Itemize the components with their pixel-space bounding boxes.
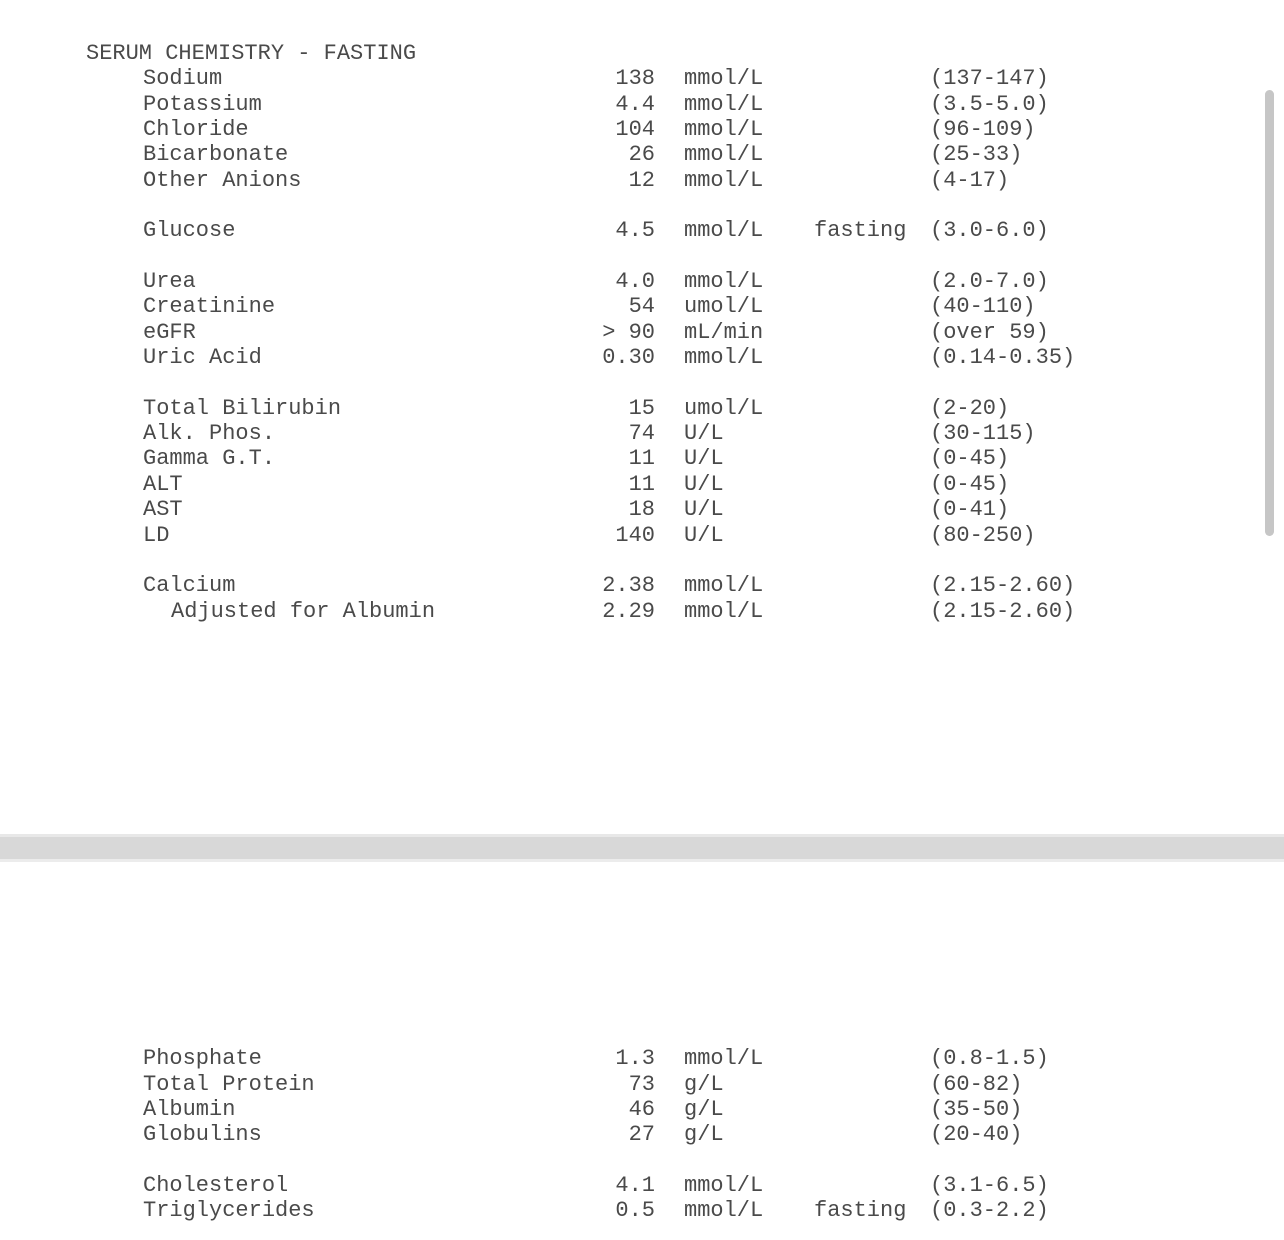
test-unit: U/L [684, 472, 724, 497]
test-value: 73 [628, 1072, 655, 1097]
test-unit: mmol/L [684, 117, 764, 142]
test-value: 104 [615, 117, 655, 142]
test-name: Potassium [143, 92, 262, 117]
reference-range: (2-20) [930, 396, 1010, 421]
test-name: Urea [143, 269, 196, 294]
result-row [0, 218, 1284, 243]
result-row [0, 320, 1284, 345]
result-row [0, 497, 1284, 522]
test-name: Adjusted for Albumin [171, 599, 436, 624]
test-value: 18 [628, 497, 655, 522]
result-row [0, 421, 1284, 446]
test-value: 4.1 [615, 1173, 655, 1198]
test-unit: mmol/L [684, 1173, 764, 1198]
test-value: 140 [615, 523, 655, 548]
test-value: 2.29 [602, 599, 655, 624]
result-row [0, 523, 1284, 548]
test-unit: g/L [684, 1072, 724, 1097]
reference-range: (2.15-2.60) [930, 599, 1076, 624]
reference-range: (35-50) [930, 1097, 1023, 1122]
reference-range: (0.14-0.35) [930, 345, 1076, 370]
test-name: Phosphate [143, 1046, 262, 1071]
test-unit: g/L [684, 1097, 724, 1122]
reference-range: (2.15-2.60) [930, 573, 1076, 598]
test-name: Cholesterol [143, 1173, 289, 1198]
result-row [0, 573, 1284, 598]
reference-range: (3.1-6.5) [930, 1173, 1049, 1198]
test-note: fasting [814, 218, 907, 243]
test-value: 4.4 [615, 92, 655, 117]
test-unit: mmol/L [684, 218, 764, 243]
test-name: Glucose [143, 218, 236, 243]
test-value: 11 [628, 472, 655, 497]
reference-range: (2.0-7.0) [930, 269, 1049, 294]
test-value: 11 [628, 446, 655, 471]
result-row [0, 269, 1284, 294]
test-unit: mL/min [684, 320, 764, 345]
result-row [0, 446, 1284, 471]
test-name: AST [143, 497, 183, 522]
test-unit: umol/L [684, 294, 764, 319]
test-unit: mmol/L [684, 66, 764, 91]
result-row [0, 1173, 1284, 1198]
test-unit: mmol/L [684, 599, 764, 624]
reference-range: (96-109) [930, 117, 1036, 142]
result-row [0, 168, 1284, 193]
test-name: Creatinine [143, 294, 276, 319]
reference-range: (3.0-6.0) [930, 218, 1049, 243]
test-name: Bicarbonate [143, 142, 289, 167]
test-name: Globulins [143, 1122, 262, 1147]
test-name: Sodium [143, 66, 223, 91]
test-unit: U/L [684, 446, 724, 471]
test-name: Other Anions [143, 168, 302, 193]
reference-range: (0-45) [930, 472, 1010, 497]
result-row [0, 396, 1284, 421]
test-value: 138 [615, 66, 655, 91]
test-value: 54 [628, 294, 655, 319]
reference-range: (60-82) [930, 1072, 1023, 1097]
test-name: Alk. Phos. [143, 421, 276, 446]
reference-range: (0.8-1.5) [930, 1046, 1049, 1071]
test-value: 4.0 [615, 269, 655, 294]
reference-range: (0.3-2.2) [930, 1198, 1049, 1223]
test-unit: mmol/L [684, 573, 764, 598]
result-row [0, 92, 1284, 117]
test-name: Uric Acid [143, 345, 262, 370]
test-value: 26 [628, 142, 655, 167]
test-unit: mmol/L [684, 345, 764, 370]
test-unit: g/L [684, 1122, 724, 1147]
reference-range: (3.5-5.0) [930, 92, 1049, 117]
report-title: SERUM CHEMISTRY - FASTING [86, 41, 417, 66]
test-value: 74 [628, 421, 655, 446]
result-row [0, 142, 1284, 167]
result-row [0, 294, 1284, 319]
result-row [0, 1097, 1284, 1122]
reference-range: (137-147) [930, 66, 1049, 91]
test-name: Calcium [143, 573, 236, 598]
test-unit: U/L [684, 421, 724, 446]
test-unit: U/L [684, 523, 724, 548]
test-value: 46 [628, 1097, 655, 1122]
test-value: 0.5 [615, 1198, 655, 1223]
test-unit: mmol/L [684, 1198, 764, 1223]
test-value: 27 [628, 1122, 655, 1147]
result-row [0, 1046, 1284, 1071]
reference-range: (30-115) [930, 421, 1036, 446]
test-value: 4.5 [615, 218, 655, 243]
reference-range: (25-33) [930, 142, 1023, 167]
reference-range: (40-110) [930, 294, 1036, 319]
test-name: LD [143, 523, 170, 548]
test-unit: mmol/L [684, 269, 764, 294]
test-value: 2.38 [602, 573, 655, 598]
result-row [0, 345, 1284, 370]
page-break [0, 834, 1284, 862]
result-row [0, 1072, 1284, 1097]
reference-range: (0-45) [930, 446, 1010, 471]
test-name: eGFR [143, 320, 196, 345]
result-row [0, 472, 1284, 497]
test-value: 0.30 [602, 345, 655, 370]
result-row [0, 117, 1284, 142]
result-row [0, 1122, 1284, 1147]
reference-range: (20-40) [930, 1122, 1023, 1147]
test-name: Triglycerides [143, 1198, 315, 1223]
test-unit: mmol/L [684, 92, 764, 117]
reference-range: (80-250) [930, 523, 1036, 548]
test-name: Chloride [143, 117, 249, 142]
test-value: 15 [628, 396, 655, 421]
test-unit: mmol/L [684, 1046, 764, 1071]
test-name: Total Bilirubin [143, 396, 342, 421]
test-unit: mmol/L [684, 142, 764, 167]
result-row [0, 66, 1284, 91]
test-name: ALT [143, 472, 183, 497]
test-name: Gamma G.T. [143, 446, 276, 471]
reference-range: (over 59) [930, 320, 1049, 345]
test-name: Albumin [143, 1097, 236, 1122]
test-unit: umol/L [684, 396, 764, 421]
test-value: > 90 [602, 320, 655, 345]
test-value: 12 [628, 168, 655, 193]
test-unit: U/L [684, 497, 724, 522]
test-unit: mmol/L [684, 168, 764, 193]
result-row [0, 1198, 1284, 1223]
test-value: 1.3 [615, 1046, 655, 1071]
reference-range: (0-41) [930, 497, 1010, 522]
result-row [0, 599, 1284, 624]
test-name: Total Protein [143, 1072, 315, 1097]
test-note: fasting [814, 1198, 907, 1223]
reference-range: (4-17) [930, 168, 1010, 193]
